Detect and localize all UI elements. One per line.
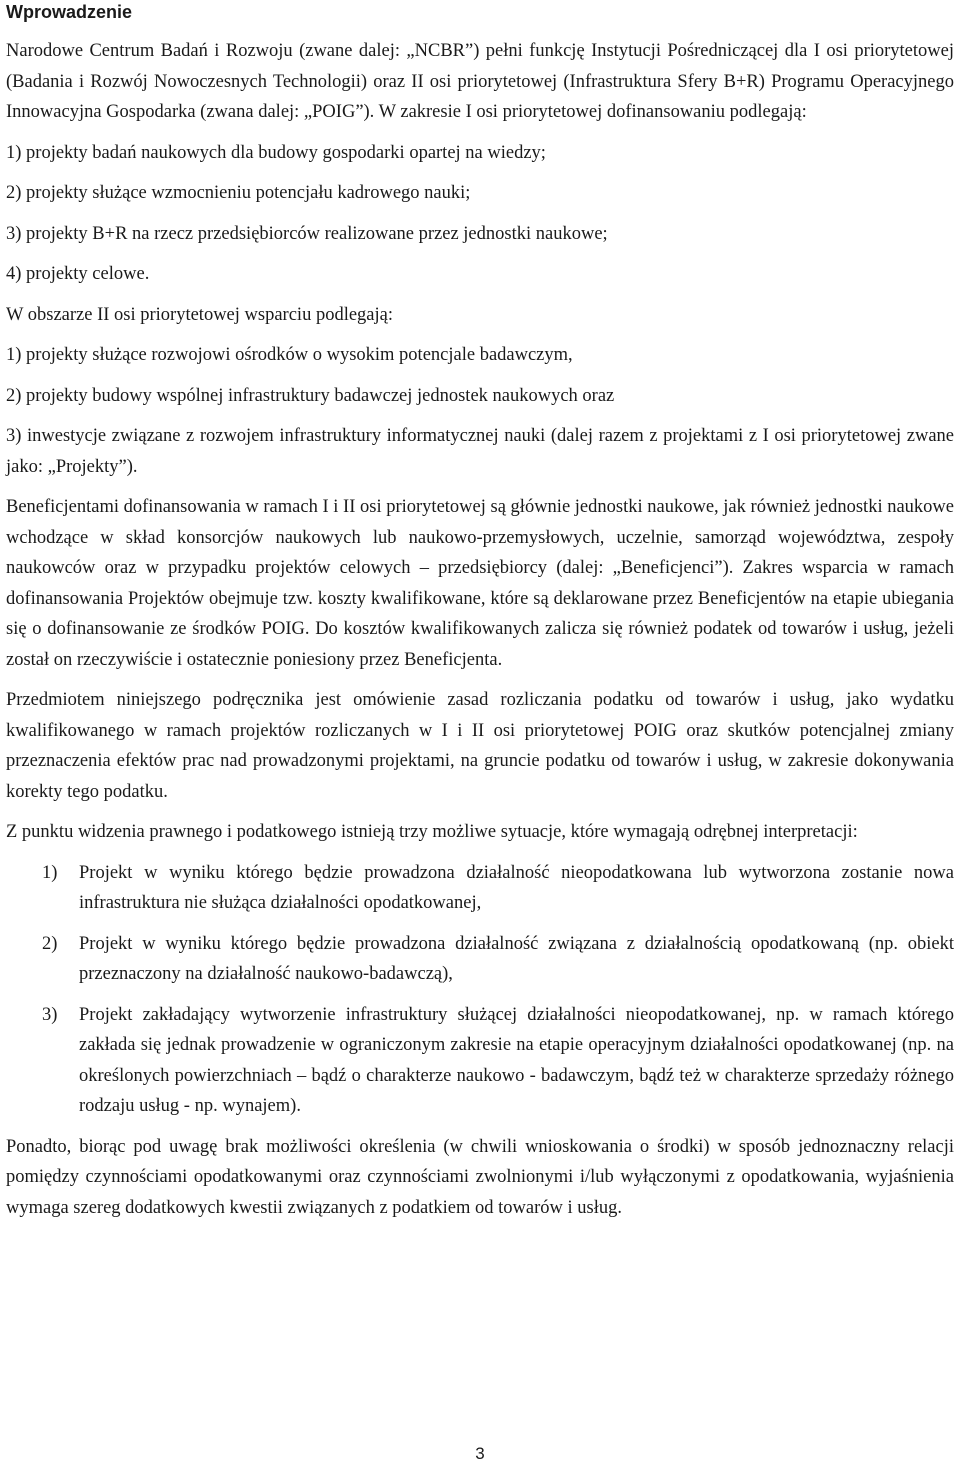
additional-issues-paragraph: Ponadto, biorąc pod uwagę brak możliwości określenia (w chwili wnioskowania o środki) w sposób jednoznaczny relacji pomiędzy czynnościami opodatkowanymi oraz czynnościami zwolnionymi i/lub wyłączonymi z opodatkowania, wyjaśnienia wymaga szereg dodatkowych kwestii związanych z podatkiem od towarów i usług. [6,1136,954,1218]
situation-number: 2) [42,933,58,954]
intro-paragraph: Narodowe Centrum Badań i Rozwoju (zwane dalej: „NCBR”) pełni funkcję Instytucji Pośredniczącej dla I osi priorytetowej (Badania i Rozwój Nowoczesnych Technologii) oraz II osi priorytetowej (Infrastruktura Sfery B+R) Programu Operacyjnego Innowacyjna Gospodarka (zwana dalej: „POIG”). W zakresie I osi priorytetowej dofinansowaniu podlegają: [6,41,954,122]
situation-number: 3) [42,1004,58,1025]
axis1-item-4: 4) projekty celowe. [6,264,150,284]
situation-number: 1) [42,862,58,883]
situation-item-2 [6,929,954,990]
page-number: 3 [475,1444,485,1463]
beneficiaries-paragraph: Beneficjentami dofinansowania w ramach I i II osi priorytetowej są głównie jednostki naukowe, jak również jednostki naukowe wchodzące w skład konsorcjów naukowych lub naukowo-przemysłowych, uczelnie, samorząd województwa, zespoły naukowców oraz w przypadku projektów celowych – przedsiębiorcy (dalej: „Beneficjenci”). Zakres wsparcia w ramach dofinansowania Projektów obejmuje tzw. koszty kwalifikowane, które są deklarowane przez Beneficjentów na etapie ubiegania się o dofinansowanie ze środków POIG. Do kosztów kwalifikowanych zalicza się również podatek od towarów i usług, jeżeli został on rzeczywiście i ostatecznie poniesiony przez Beneficjenta. [6,497,954,670]
situation-text: Projekt w wyniku którego będzie prowadzona działalność nieopodatkowana lub wytworzona zostanie nowa infrastruktura nie służąca działalności opodatkowanej, [79,862,954,913]
situation-text: Projekt zakładający wytworzenie infrastruktury służącej działalności nieopodatkowanej, np. w ramach którego zakłada się jednak prowadzenie w ograniczonym zakresie na etapie operacyjnym działalności opodatkowanej (np. na określonych powierzchniach – bądź o charakterze naukowo - badawczym, bądź też w charakterze sprzedaży różnego rodzaju usług - np. wynajem). [79,1004,954,1116]
section-heading: Wprowadzenie [6,2,133,22]
situation-text: Projekt w wyniku którego będzie prowadzona działalność związana z działalnością opodatkowaną (np. obiekt przeznaczony na działalność naukowo-badawczą), [79,933,954,984]
axis2-item-1: 1) projekty służące rozwojowi ośrodków o wysokim potencjale badawczym, [6,345,573,365]
situations-lead-paragraph: Z punktu widzenia prawnego i podatkowego istnieją trzy możliwe sytuacje, które wymagają odrębnej interpretacji: [6,822,858,842]
subject-paragraph: Przedmiotem niniejszego podręcznika jest omówienie zasad rozliczania podatku od towarów i usług, jako wydatku kwalifikowanego w ramach projektów rozliczanych w I i II osi priorytetowej POIG oraz skutków potencjalnej zmiany przeznaczenia efektów prac nad prowadzonymi projektami, na gruncie podatku od towarów i usług, w zakresie dokonywania korekty tego podatku. [6,690,954,802]
situation-item-1 [6,858,954,919]
axis1-item-3: 3) projekty B+R na rzecz przedsiębiorców realizowane przez jednostki naukowe; [6,223,608,244]
axis2-item-3: 3) inwestycje związane z rozwojem infrastruktury informatycznej nauki (dalej razem z projektami z I osi priorytetowej zwane jako: „Projekty”). [6,426,954,477]
axis2-lead: W obszarze II osi priorytetowej wsparciu podlegają: [6,304,393,325]
axis1-item-1: 1) projekty badań naukowych dla budowy gospodarki opartej na wiedzy; [6,142,546,163]
situation-item-3 [6,1000,954,1122]
document-body [6,36,954,1223]
axis1-item-2: 2) projekty służące wzmocnieniu potencjału kadrowego nauki; [6,183,471,203]
axis2-item-2: 2) projekty budowy wspólnej infrastruktury badawczej jednostek naukowych oraz [6,385,615,406]
situations-list [6,858,954,1122]
